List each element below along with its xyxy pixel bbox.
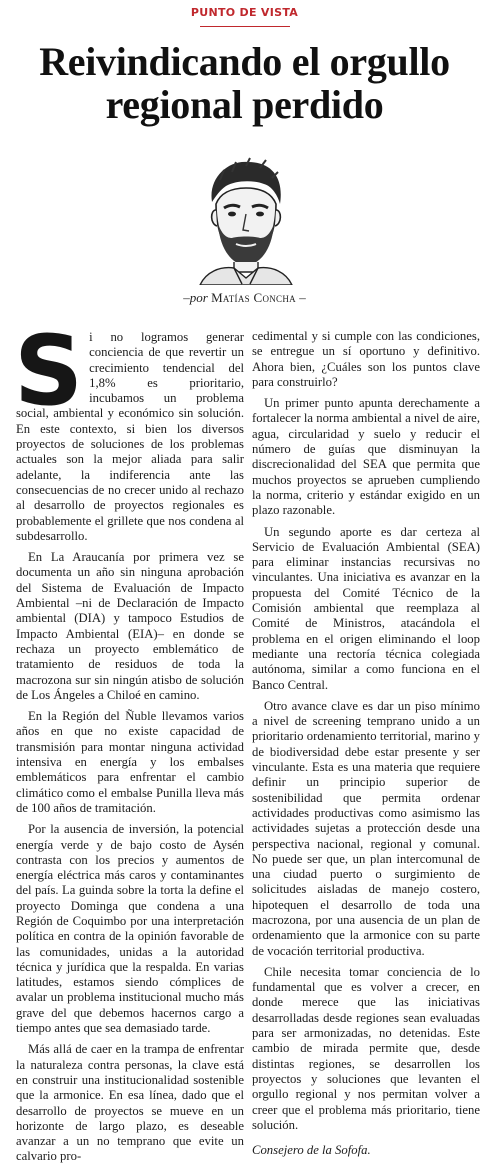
author-portrait-illustration <box>180 150 310 285</box>
article-paragraph: Por la ausencia de inversión, la potencial energía verde y de bajo costo de Aysén contrasta con los precios y aumentos de energía eléctrica más caros y contaminantes del país. La guinda sobre la torta la define el proyecto Dominga que condena a una Región de Coquimbo por una interpretación política en contra de la opinión favorable de las comunidades, unidas a la autoridad técnica y jurídica que la respalda. En varias latitudes, estamos siendo cómplices de avalar un problema institucional mucho más grave del que debemos hacernos cargo a tiempo antes que sea demasiado tarde. <box>16 822 244 1036</box>
article-headline <box>0 40 489 126</box>
article-paragraph: Chile necesita tomar conciencia de lo fundamental que es volver a crecer, en donde merece que las iniciativas desarrolladas desde regiones sean evaluadas para ser armonizadas, no detenidas. Este cambio de mirada permite que, desde distintas regiones, se desarrollen los proyectos y soluciones que levanten el orgullo regional y nos permitan volver a creer que el problema más prioritario, tiene solución. <box>252 964 480 1132</box>
headline-line-2: regional perdido <box>105 82 384 127</box>
article-paragraph: En la Región del Ñuble llevamos varios años en que no existe capacidad de transmisión para montar ninguna actividad intensiva en energía y los embalses emblemáticos para enfrentar el cambio climático como el embalse Punilla lleva más de 100 años de tramitación. <box>16 709 244 815</box>
article-paragraph: cedimental y si cumple con las condiciones, se entregue un sí oportuno y definitivo. Ahora bien, ¿Cuáles son los puntos clave para construirlo? <box>252 329 480 389</box>
article-paragraph: Un segundo aporte es dar certeza al Servicio de Evaluación Ambiental (SEA) para eliminar instancias recursivas no vinculantes. Una iniciativa es avanzar en la propuesta del Comité Técnico de la Comisión ambiental que reemplaza al Comité de Ministros, atacándola el problema en el origen eliminando el loop mediante una rectoría técnica colegiada autónoma, similar a como funciona en el Banco Central. <box>252 524 480 692</box>
headline-line-1: Reivindicando el orgullo <box>39 39 450 84</box>
article-paragraph: Si no logramos generar conciencia de que revertir un crecimiento tendencial del 1,8% es prioritario, incubamos un problema social, ambiental y económico sin solución. En este contexto, si bien los diversos proyectos de soluciones de los problemas actuales son la mejor aliada para salir adelante, la indiferencia ante las consecuencias de no crecer unido al rechazo al desarrollo de proyectos regionales es probablemente el grillete que nos condena al subdesarrollo. <box>14 315 244 543</box>
section-kicker: PUNTO DE VISTA <box>190 6 299 19</box>
byline-suffix: – <box>299 290 306 305</box>
author-name: Matías Concha <box>211 290 296 305</box>
byline <box>0 290 489 306</box>
article-paragraph: Más allá de caer en la trampa de enfrentar la naturaleza contra personas, la clave está en construir una institucionalidad sostenible que la armonice. En esa línea, dado que el desarrollo de proyectos se mueve en un horizonte de largo plazo, es deseable avanzar a un no temprano que evite un calvario pro- <box>16 1042 244 1163</box>
portrait-sketch-icon <box>180 150 310 285</box>
drop-cap: S <box>14 315 84 427</box>
article-column-right <box>252 329 480 1163</box>
article-paragraph: Otro avance clave es dar un piso mínimo a nivel de screening temprano unido a un prioritario ordenamiento territorial, marino y de biodiversidad debe estar presente y ser vinculante. Esta es una materia que requiere definir un principio superior de sostenibilidad que permita ordenar actividades productivas como asimismo las actividades sujetas a protección desde una perspectiva nacional, regional y comunal. No puede ser que, un plan intercomunal de una ciudad puerto o surgimiento de solicitudes aisladas de manejo costero, hipotequen el desarrollo de toda una macrozona, por una ausencia de un plan de ordenamiento que la armonice con su parte de vocación territorial productiva. <box>252 698 480 958</box>
article-column-left <box>14 315 244 1163</box>
article-paragraph: Un primer punto apunta derechamente a fortalecer la norma ambiental a nivel de aire, agua, circularidad y suelo y reducir el número de guías que disminuyan la discrecionalidad del SEA que permita que muchos proyectos se aprueben cumpliendo la norma, criterio y estándar exigido en un plazo razonable. <box>252 396 480 518</box>
author-signature: Consejero de la Sofofa. <box>252 1143 371 1158</box>
article-paragraph: En La Araucanía por primera vez se documenta un año sin ninguna aprobación del Sistema de Evaluación de Impacto Ambiental –ni de Declaración de Impacto ambiental (DIA) y tampoco Estudios de Impacto Ambiental (EIA)– en donde se rechaza un proyecto emblemático de tratamiento de residuos de toda la macrozona sur sin ningún atisbo de solución de Los Ángeles a Chiloé en camino. <box>16 550 244 702</box>
kicker-rule <box>200 26 290 27</box>
byline-prefix: –por <box>183 290 208 305</box>
